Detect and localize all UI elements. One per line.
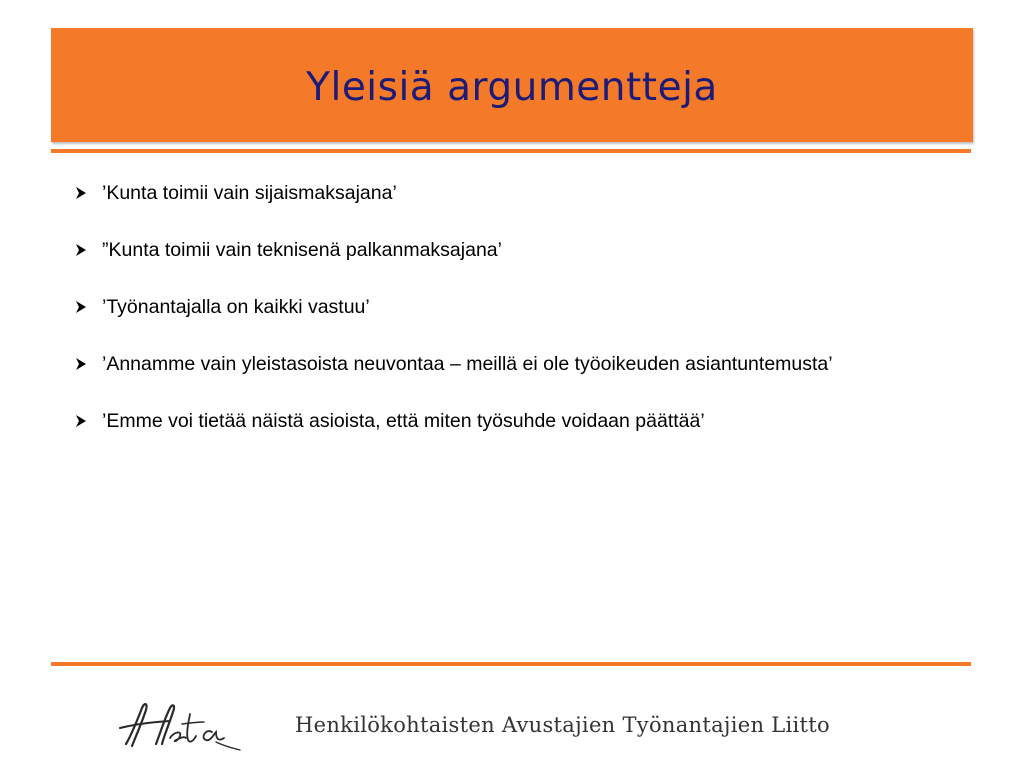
- arrow-bullet-icon: [74, 181, 102, 205]
- bullet-text: ’Työnantajalla on kaikki vastuu’: [102, 296, 370, 318]
- title-banner: [51, 28, 973, 142]
- bullet-text: ’Annamme vain yleistasoista neuvontaa – meillä ei ole työoikeuden asiantuntemusta’: [102, 353, 833, 375]
- bullet-text: ’Emme voi tietää näistä asioista, että miten työsuhde voidaan päättää’: [102, 410, 705, 432]
- bullet-text: ’Kunta toimii vain sijaismaksajana’: [102, 182, 397, 204]
- bullet-text: ”Kunta toimii vain teknisenä palkanmaksajana’: [102, 239, 502, 261]
- arrow-bullet-icon: [74, 295, 102, 319]
- top-divider: [51, 149, 971, 153]
- heta-logo: [112, 694, 252, 754]
- bullet-item: [74, 352, 954, 376]
- organization-name: Henkilökohtaisten Avustajien Työnantajien Liitto: [295, 713, 830, 737]
- bullet-item: [74, 409, 954, 433]
- slide-title: Yleisiä argumentteja: [306, 64, 718, 110]
- footer: [0, 672, 1024, 768]
- bullet-item: [74, 181, 954, 205]
- bullet-item: [74, 238, 954, 262]
- bullet-item: [74, 295, 954, 319]
- bullet-list: [74, 181, 954, 466]
- arrow-bullet-icon: [74, 409, 102, 433]
- arrow-bullet-icon: [74, 352, 102, 376]
- bottom-divider: [51, 662, 971, 666]
- arrow-bullet-icon: [74, 238, 102, 262]
